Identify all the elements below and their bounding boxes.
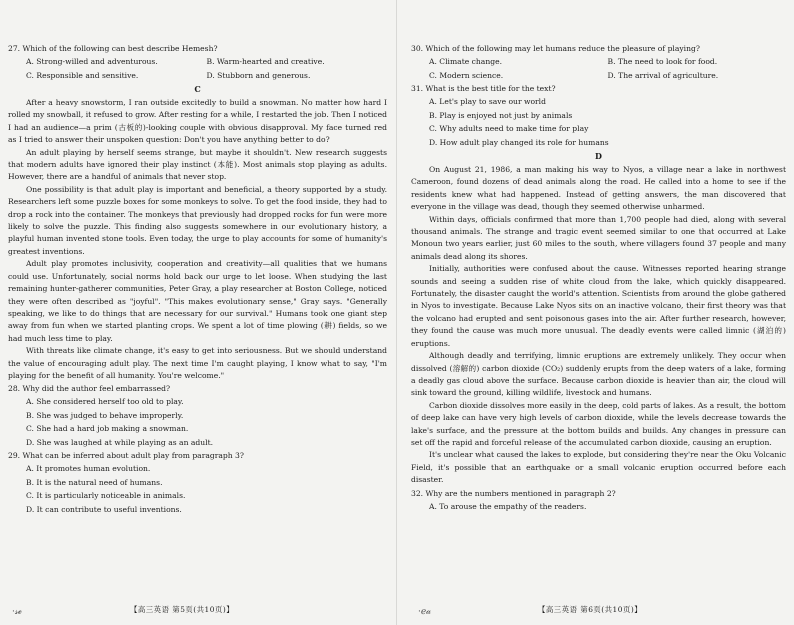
option-c: C. Why adults need to make time for play <box>429 124 589 133</box>
passage-c-paragraph-5: With threats like climate change, it's easy to get into seriousness. But we should understand the value of encouraging adult play. The next time I'm caught playing, I know what to say, "I'm playing for the benefit of all humanity. You're welcome." <box>8 346 387 380</box>
option-b: B. The need to look for food. <box>607 57 718 66</box>
passage-c-paragraph-3: One possibility is that adult play is important and beneficial, a theory supported by a study. Researchers left some puzzle boxes for some monkeys to solve. To get the food inside, they had to drop a rock into the container. The monkeys that previously had dropped rocks for fun were more likely to solve the puzzle. This finding also suggests somewhere in our evolutionary history, a playful human invented stone tools. Even today, the urge to play accounts for some of humanity's greatest inventions. <box>8 184 387 256</box>
question-28: 28. Why did the author feel embarrassed? <box>8 384 171 394</box>
passage-c-paragraph-4: Adult play promotes inclusivity, cooperation and creativity—all qualities that we humans could use. Unfortunately, social norms hold back our urge to let loose. When studying the last remaining hunter-gatherer communities, Peter Gray, a play researcher at Boston College, noticed they were often described as "joyful". "This makes evolutionary sense," Gray says. "Generally speaking, we like to do things that are necessary for our survival." Humans took one giant step away from fun when we started planting crops. We spent a lot of time plowing (耕) fields, so we had much less time to play. <box>8 259 387 343</box>
page-footer-left: 【高三英语 第5页(共10页)】 <box>130 605 235 614</box>
option-a: A. Let's play to save our world <box>429 97 546 106</box>
right-page <box>397 0 794 625</box>
page-mark-right: ·ℯ𝒶 <box>418 607 432 617</box>
option-c: C. She had a hard job making a snowman. <box>26 424 189 434</box>
option-d: D. It can contribute to useful inventions. <box>26 504 182 514</box>
option-a: A. She considered herself too old to play. <box>26 397 184 407</box>
question-30-options-row-1 <box>429 55 786 69</box>
option-b: B. She was judged to behave improperly. <box>26 410 184 420</box>
question-30-options-row-2 <box>429 69 786 83</box>
question-32: 32. Why are the numbers mentioned in paragraph 2? <box>411 488 616 498</box>
option-b: B. Warm-hearted and creative. <box>206 57 325 66</box>
question-29: 29. What can be inferred about adult play from paragraph 3? <box>8 451 244 461</box>
option-b: B. It is the natural need of humans. <box>26 477 163 487</box>
question-30: 30. Which of the following may let humans reduce the pleasure of playing? <box>411 44 700 53</box>
passage-d-paragraph-6: It's unclear what caused the lakes to explode, but considering they're near the Oku Volcanic Field, it's possible that an earthquake or a small volcanic eruption occurred before each disaster. <box>411 450 786 485</box>
question-27: 27. Which of the following can best describe Hemesh? <box>8 44 218 53</box>
passage-c-paragraph-2: An adult playing by herself seems strange, but maybe it shouldn't. New research suggests that modern adults have ignored their play instinct (本能). Most animals stop playing as adults. However, there are a handful of animals that never stop. <box>8 147 387 182</box>
option-c: C. Responsible and sensitive. <box>26 70 139 80</box>
question-31: 31. What is the best title for the text? <box>411 84 556 93</box>
section-c-heading: C <box>194 84 201 94</box>
option-b: B. Play is enjoyed not just by animals <box>429 110 573 120</box>
option-a: A. Climate change. <box>429 57 502 66</box>
passage-d-paragraph-3: Initially, authorities were confused about the cause. Witnesses reported hearing strange sounds and seeing a sudden rise of white cloud from the lake, which quickly disappeared. Fortunately, the disaster caught the world's attention. Scientists from around the globe gathered in Nyos to investigate. Because Lake Nyos sits on an inactive volcano, their first theory was that the volcano had erupted and sent poisonous gases into the air. After further research, however, they found the cause was much more unusual. The deadly events were called limnic (湖泊的) eruptions. <box>411 264 786 348</box>
passage-d-paragraph-5: Carbon dioxide dissolves more easily in the deep, cold parts of lakes. As a result, the bottom of deep lake can have very high levels of carbon dioxide, while the levels decrease towards the lake's surface, and the pressure at the bottom builds and builds. Any changes in pressure can set off the rapid and forceful release of the accumulated carbon dioxide, causing an eruption. <box>411 400 786 447</box>
passage-d-paragraph-2: Within days, officials confirmed that more than 1,700 people had died, along with several thousand animals. The strange and tragic event seemed similar to one that occurred at Lake Monoun two years earlier, just 60 miles to the south, where villagers found 37 people and many animals dead along its shores. <box>411 214 786 261</box>
question-27-options-row-2 <box>26 69 387 83</box>
option-a: A. Strong-willed and adventurous. <box>26 57 158 66</box>
passage-d-paragraph-4: Although deadly and terrifying, limnic eruptions are extremely unlikely. They occur when dissolved (溶解的) carbon dioxide (CO₂) suddenly erupts from the deep waters of a lake, forming a deadly gas cloud above the surface. Because carbon dioxide is heavier than air, the cloud will sink toward the ground, killing wildlife, livestock and humans. <box>411 351 786 398</box>
question-27-options-row-1 <box>26 55 387 69</box>
option-c: C. Modern science. <box>429 70 504 80</box>
option-c: C. It is particularly noticeable in animals. <box>26 491 186 501</box>
page-mark-left: ·𝓈ℯ <box>12 607 22 617</box>
option-a: A. It promotes human evolution. <box>26 464 151 474</box>
passage-d-paragraph-1: On August 21, 1986, a man making his way to Nyos, a village near a lake in northwest Cameroon, found dozens of dead animals along the road. He called into a home to see if the residents knew what had happened. Instead of getting answers, the man discovered that everyone in the village was dead, though they seemed otherwise unharmed. <box>411 165 786 212</box>
option-d: D. Stubborn and generous. <box>206 70 311 80</box>
option-d: D. The arrival of agriculture. <box>607 70 719 80</box>
option-d: D. She was laughed at while playing as an adult. <box>26 437 214 447</box>
option-a: A. To arouse the empathy of the readers. <box>429 501 587 511</box>
option-d: D. How adult play changed its role for humans <box>429 137 609 147</box>
passage-c-paragraph-1: After a heavy snowstorm, I ran outside excitedly to build a snowman. No matter how hard I rolled my snowball, it refused to grow. After resting for a while, I restarted the job. Then I noticed I had an audience—a prim (古板的)-looking couple with obvious disapproval. My face turned red as I tried to answer their unspoken question: Don't you have anything better to do? <box>8 98 387 145</box>
section-d-heading: D <box>595 151 602 161</box>
page-footer-right: 【高三英语 第6页(共10页)】 <box>538 605 643 614</box>
